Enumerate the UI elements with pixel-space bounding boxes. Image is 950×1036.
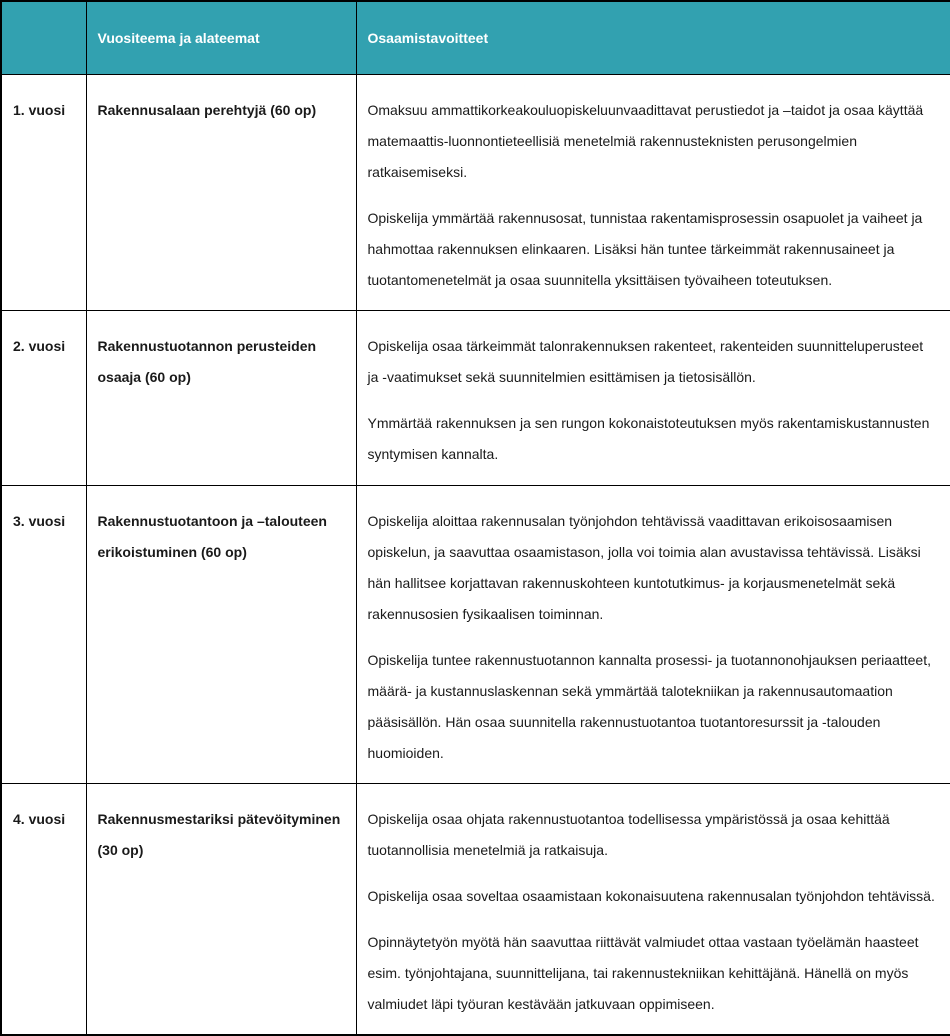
year-cell: 2. vuosi <box>1 310 86 485</box>
table-row-year-1 <box>1 74 950 310</box>
theme-cell: Rakennustuotannon perusteiden osaaja (60 op) <box>86 310 356 485</box>
table-header-row <box>1 1 950 74</box>
goal-paragraph: Omaksuu ammattikorkeakouluopiskeluunvaadittavat perustiedot ja –taidot ja osaa käyttää matemaattis-luonnontieteellisiä menetelmiä rakennusteknisten perusongelmien ratkaisemiseksi. <box>367 101 924 180</box>
header-theme-column: Vuositeema ja alateemat <box>86 1 356 74</box>
goal-paragraph: Opiskelija osaa soveltaa osaamistaan kokonaisuutena rakennusalan työnjohdon tehtävissä. <box>367 887 935 904</box>
theme-cell: Rakennustuotantoon ja –talouteen erikoistuminen (60 op) <box>86 485 356 783</box>
goals-cell <box>356 783 950 1035</box>
year-cell: 4. vuosi <box>1 783 86 1035</box>
goal-paragraph: Opiskelija tuntee rakennustuotannon kannalta prosessi- ja tuotannonohjauksen periaatteet, määrä- ja kustannuslaskennan sekä ymmärtää talotekniikan ja rakennusautomaation pääsisällön. Hän osaa suunnitella rakennustuotantoa tuotantoresurssit ja -talouden huomioiden. <box>367 651 931 761</box>
header-goals-column: Osaamistavoitteet <box>356 1 950 74</box>
goal-paragraph: Ymmärtää rakennuksen ja sen rungon kokonaistoteutuksen myös rakentamiskustannusten syntymisen kannalta. <box>367 414 930 462</box>
goal-paragraph: Opiskelija aloittaa rakennusalan työnjohdon tehtävissä vaadittavan erikoisosaamisen opiskelun, ja saavuttaa osaamistason, jolla voi toimia alan avustavissa tehtävissä. Lisäksi hän hallitsee korjattavan rakennuskohteen kuntotutkimus- ja korjausmenetelmät sekä rakennusosien fysikaalisen toiminnan. <box>367 512 921 622</box>
header-empty-cell <box>1 1 86 74</box>
goals-cell <box>356 485 950 783</box>
table-row-year-4 <box>1 783 950 1035</box>
goal-paragraph: Opinnäytetyön myötä hän saavuttaa riittävät valmiudet ottaa vastaan työelämän haasteet esim. työnjohtajana, suunnittelijana, tai rakennustekniikan kehittäjänä. Hänellä on myös valmiudet läpi työuran kestävään jatkuvaan oppimiseen. <box>367 933 919 1012</box>
goal-paragraph: Opiskelija osaa ohjata rakennustuotantoa todellisessa ympäristössä ja osaa kehittää tuotannollisia menetelmiä ja ratkaisuja. <box>367 810 890 858</box>
table-row-year-3 <box>1 485 950 783</box>
goals-cell <box>356 310 950 485</box>
year-cell: 1. vuosi <box>1 74 86 310</box>
table-row-year-2 <box>1 310 950 485</box>
goals-cell <box>356 74 950 310</box>
goal-paragraph: Opiskelija ymmärtää rakennusosat, tunnistaa rakentamisprosessin osapuolet ja vaiheet ja hahmottaa rakennuksen elinkaaren. Lisäksi hän tuntee tärkeimmät rakennusaineet ja tuotantomenetelmät ja osaa suunnitella yksittäisen työvaiheen toteutuksen. <box>367 209 923 288</box>
theme-cell: Rakennusalaan perehtyjä (60 op) <box>86 74 356 310</box>
theme-cell: Rakennusmestariksi pätevöityminen (30 op) <box>86 783 356 1035</box>
year-cell: 3. vuosi <box>1 485 86 783</box>
goal-paragraph: Opiskelija osaa tärkeimmät talonrakennuksen rakenteet, rakenteiden suunnitteluperusteet ja -vaatimukset sekä suunnitelmien esittämisen ja tietosisällön. <box>367 337 924 385</box>
